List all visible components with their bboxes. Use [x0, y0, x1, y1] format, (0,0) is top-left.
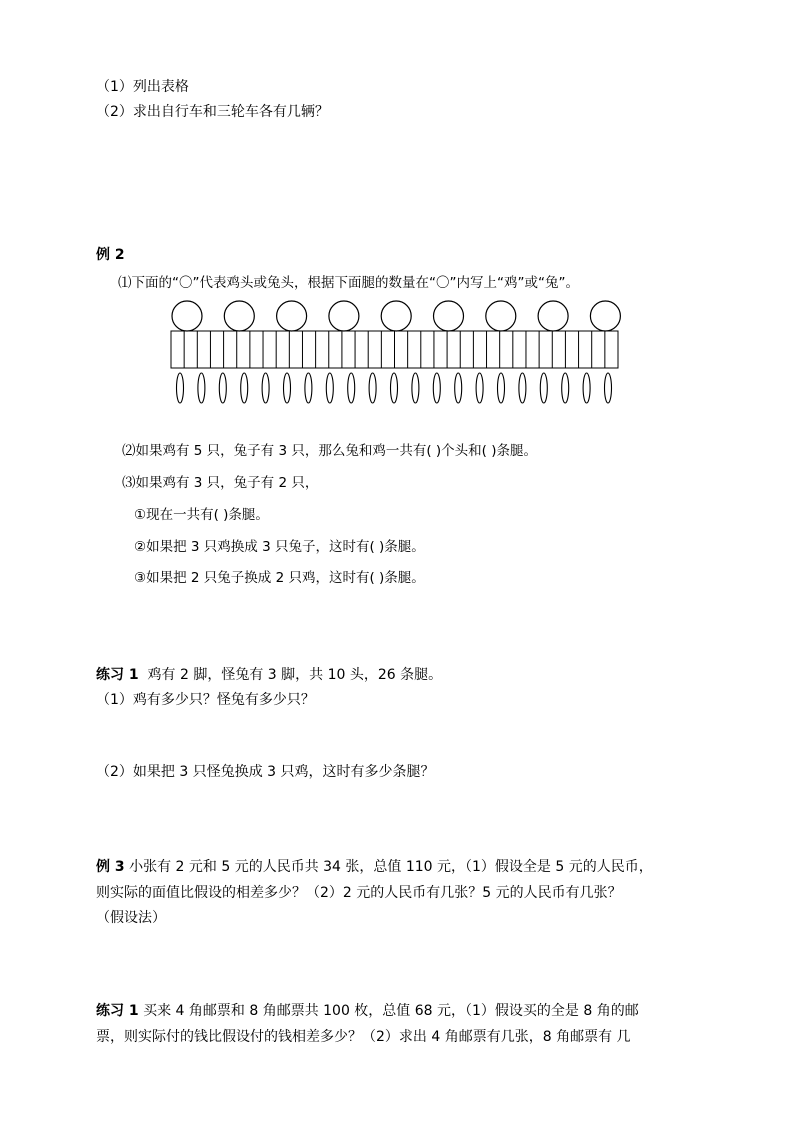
example2-q2: ⑵如果鸡有 5 只，兔子有 3 只，那么兔和鸡一共有( )个头和( )条腿。: [122, 443, 537, 459]
leg-oval: [519, 373, 526, 403]
leg-oval: [433, 373, 440, 403]
head-circle: [381, 301, 411, 331]
practice1b-text1: 买来 4 角邮票和 8 角邮票共 100 枚，总值 68 元，（1）假设买的全是 8 角的邮: [138, 1003, 639, 1019]
practice1a-label: 练习 1: [96, 667, 139, 683]
practice1b-label: 练习 1: [96, 1003, 139, 1019]
head-circle: [434, 301, 464, 331]
head-circle: [277, 301, 307, 331]
leg-oval: [284, 373, 291, 403]
leg-oval: [540, 373, 547, 403]
leg-oval: [369, 373, 376, 403]
head-circle: [329, 301, 359, 331]
example2-q3: ⑶如果鸡有 3 只，兔子有 2 只，: [122, 475, 319, 491]
head-circle: [224, 301, 254, 331]
practice1a-q2: （2）如果把 3 只怪兔换成 3 只鸡，这时有多少条腿？: [96, 764, 435, 780]
example2-title: 例 2: [96, 247, 125, 263]
body-dividers: [184, 331, 605, 368]
leg-oval: [391, 373, 398, 403]
practice1a-stem: 鸡有 2 脚，怪兔有 3 脚，共 10 头，26 条腿。: [138, 667, 443, 683]
leg-oval: [583, 373, 590, 403]
head-circles: [172, 301, 620, 331]
example2-q1: ⑴下面的“〇”代表鸡头或兔头，根据下面腿的数量在“〇”内写上“鸡”或“兔”。: [118, 275, 579, 291]
leg-oval: [412, 373, 419, 403]
leg-oval: [198, 373, 205, 403]
practice1a-q1: （1）鸡有多少只？怪兔有多少只？: [96, 692, 315, 708]
example3-line3: （假设法）: [96, 910, 166, 926]
leg-oval: [326, 373, 333, 403]
example3-line2: 则实际的面值比假设的相差多少？（2）2 元的人民币有几张？5 元的人民币有几张？: [96, 885, 622, 901]
example2-q3-2: ②如果把 3 只鸡换成 3 只兔子，这时有( )条腿。: [134, 539, 425, 555]
leg-ovals: [177, 373, 612, 403]
example3-label: 例 3: [96, 859, 125, 875]
head-circle: [172, 301, 202, 331]
leg-oval: [177, 373, 184, 403]
leg-oval: [348, 373, 355, 403]
intro-q1: （1）列出表格: [96, 79, 189, 95]
leg-oval: [455, 373, 462, 403]
example2-q3-1: ①现在一共有( )条腿。: [134, 507, 269, 523]
practice1b-line2: 票，则实际付的钱比假设付的钱相差多少？（2）求出 4 角邮票有几张，8 角邮票有 几: [96, 1029, 631, 1045]
practice1b-line1: [96, 1000, 639, 1022]
leg-oval: [476, 373, 483, 403]
leg-oval: [219, 373, 226, 403]
head-circle: [538, 301, 568, 331]
example2-q3-3: ③如果把 2 只兔子换成 2 只鸡，这时有( )条腿。: [134, 570, 425, 586]
practice1a-line: [96, 664, 442, 686]
leg-oval: [605, 373, 612, 403]
intro-q2: （2）求出自行车和三轮车各有几辆？: [96, 104, 329, 120]
head-circle: [590, 301, 620, 331]
leg-oval: [498, 373, 505, 403]
leg-oval: [562, 373, 569, 403]
leg-oval: [305, 373, 312, 403]
example3-text1: 小张有 2 元和 5 元的人民币共 34 张，总值 110 元，（1）假设全是 5 元的人民币，: [124, 859, 653, 875]
leg-oval: [241, 373, 248, 403]
head-circle: [486, 301, 516, 331]
leg-oval: [262, 373, 269, 403]
example3-line1: [96, 856, 653, 878]
